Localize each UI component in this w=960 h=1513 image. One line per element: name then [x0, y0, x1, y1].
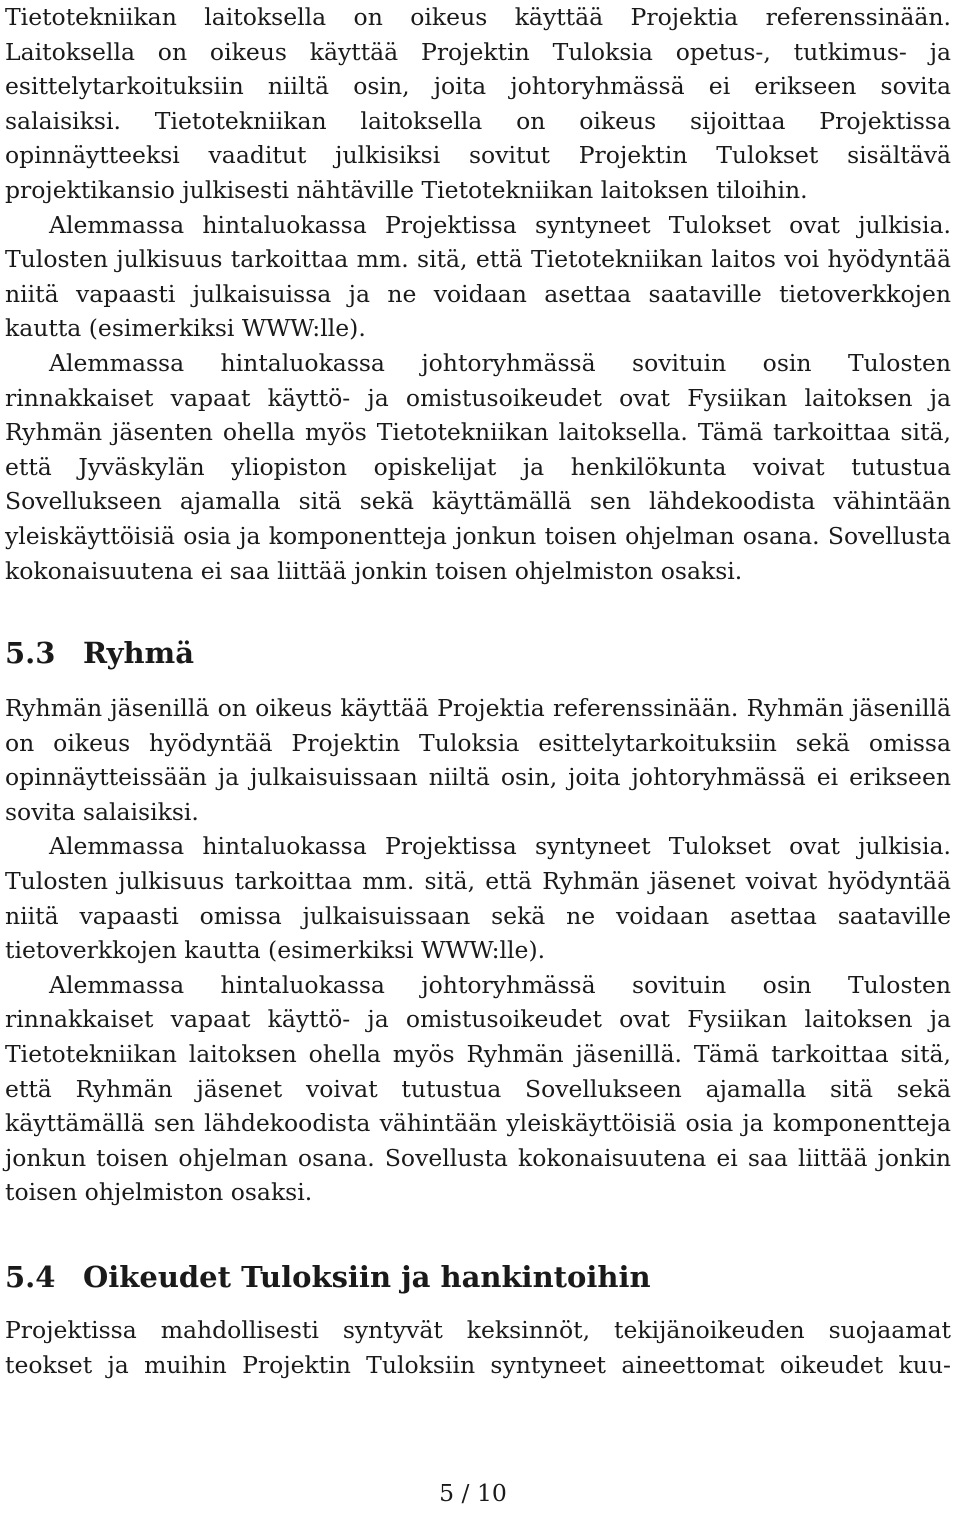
paragraph-kayttooikeudet-ryhma: Alemmassa hintaluokassa johtoryhmässä sovituin osin Tulosten rinnakkaiset vapaat käyttö- ja omistusoikeudet ovat Fysiikan laitoksen ja Tietotekniikan laitoksen ohella myös Ryhmän jäsenillä. Tämä tarkoittaa sitä, että Ryhmän jäsenet voivat tutustua Sovellukseen ajamalla sitä sekä käyttämällä sen lähdekoodista vähintään yleiskäyttöisiä osia ja komponentteja jonkun toisen ohjelman osana. Sovellusta kokonaisuutena ei saa liittää jonkin toisen ohjelmiston osaksi. [5, 970, 951, 1207]
document-page [5, 0, 951, 1382]
section-number: 5.4 [5, 1260, 56, 1294]
paragraph-kayttooikeudet-laitos: Alemmassa hintaluokassa johtoryhmässä sovituin osin Tulosten rinnakkaiset vapaat käyttö- ja omistusoikeudet ovat Fysiikan laitoksen ja Ryhmän jäsenten ohella myös Tietotekniikan laitoksella. Tämä tarkoittaa sitä, että Jyväskylän yliopiston opiskelijat ja henkilökunta voivat tutustua Sovellukseen ajamalla sitä sekä käyttämällä sen lähdekoodista vähintään yleiskäyttöisiä osia ja komponentteja jonkun toisen ohjelman osana. Sovellusta kokonaisuutena ei saa liittää jonkin toisen ohjelmiston osaksi. [5, 348, 951, 585]
section-title: Oikeudet Tuloksiin ja hankintoihin [83, 1260, 651, 1294]
paragraph-aineettomat-oikeudet: Projektissa mahdollisesti syntyvät keksinnöt, tekijänoikeuden suojaamat teokset ja muihin Projektin Tuloksiin syntyneet aineettomat oikeudet kuu- [5, 1316, 951, 1379]
section-heading-5-3 [5, 633, 951, 673]
paragraph-julkisuus-laitos: Alemmassa hintaluokassa Projektissa syntyneet Tulokset ovat julkisia. Tulosten julkisuus tarkoittaa mm. sitä, että Tietotekniikan laitos voi hyödyntää niitä vapaasti julkaisuissa ja ne voidaan asettaa saataville tietoverkkojen kautta (esimerkiksi WWW:lle). [5, 210, 951, 343]
paragraph-julkisuus-ryhma: Alemmassa hintaluokassa Projektissa syntyneet Tulokset ovat julkisia. Tulosten julkisuus tarkoittaa mm. sitä, että Ryhmän jäsenet voivat hyödyntää niitä vapaasti omissa julkaisuissaan sekä ne voidaan asettaa saataville tietoverkkojen kautta (esimerkiksi WWW:lle). [5, 832, 951, 965]
section-number: 5.3 [5, 636, 56, 671]
section-heading-5-4 [5, 1257, 951, 1297]
section-title: Ryhmä [83, 636, 195, 671]
page-number: 5 / 10 [439, 1479, 507, 1507]
paragraph-ryhma-oikeudet: Ryhmän jäsenillä on oikeus käyttää Projektia referenssinään. Ryhmän jäsenillä on oikeus hyödyntää Projektin Tuloksia esittelytarkoituksiin sekä omissa opinnäytteissään ja julkaisuissaan niiltä osin, joita johtoryhmässä ei erikseen sovita salaisiksi. [5, 694, 951, 826]
paragraph-tietotekniikan-laitos-oikeudet: Tietotekniikan laitoksella on oikeus käyttää Projektia referenssinään. Laitoksella on oikeus käyttää Projektin Tuloksia opetus-, tutkimus- ja esittelytarkoituksiin niiltä osin, joita johtoryhmässä ei erikseen sovita salaisiksi. Tietotekniikan laitoksella on oikeus sijoittaa Projektissa opinnäytteeksi vaaditut julkisiksi sovitut Projektin Tulokset sisältävä projektikansio julkisesti nähtäville Tietotekniikan laitoksen tiloihin. [5, 3, 951, 204]
